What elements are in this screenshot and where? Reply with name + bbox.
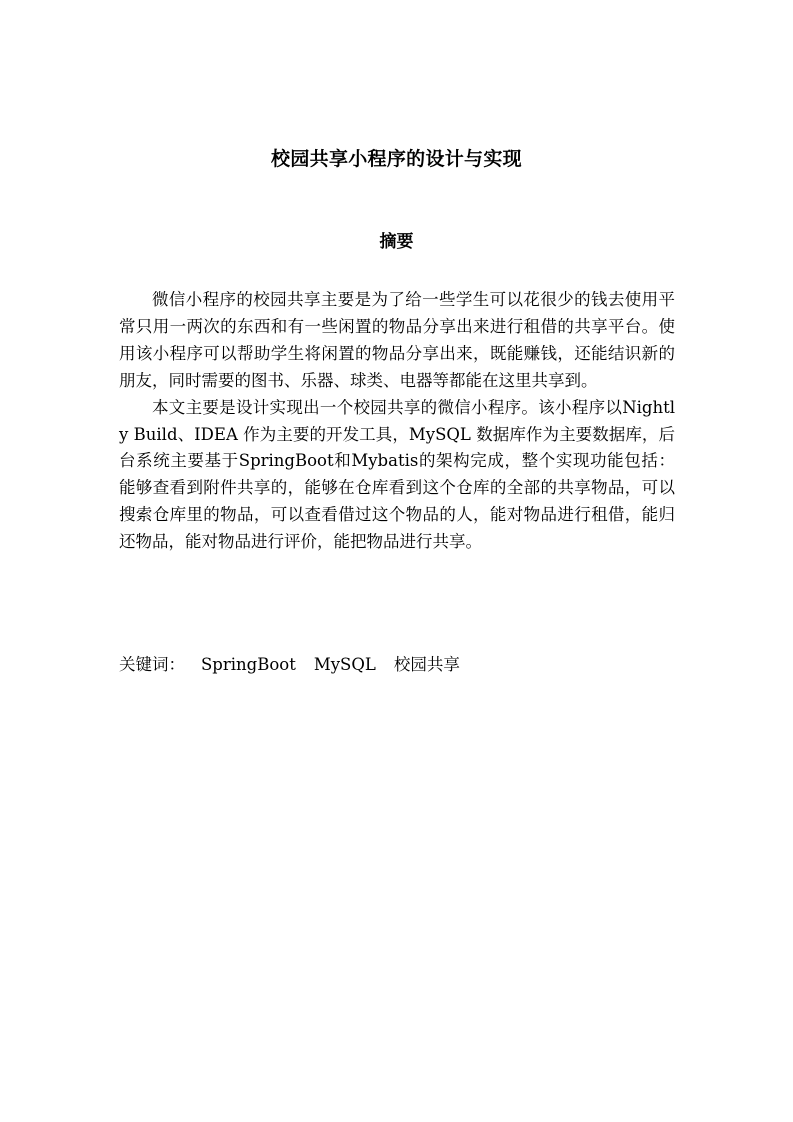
abstract-paragraph: 本文主要是设计实现出一个校园共享的微信小程序。该小程序以Nightly Build、IDEA 作为主要的开发工具，MySQL 数据库作为主要数据库，后台系统主要基于SpringBoot和Mybatis的架构完成，整个实现功能包括：能够查看到附件共享的，能够在仓库看到这个仓库的全部的共享物品，可以搜索仓库里的物品，可以查看借过这个物品的人，能对物品进行租借，能归还物品，能对物品进行评价，能把物品进行共享。 (119, 397, 675, 552)
keyword-item: MySQL (313, 655, 376, 674)
keywords-list (201, 652, 478, 678)
document-title: 校园共享小程序的设计与实现 (271, 148, 522, 170)
keywords-line (119, 652, 478, 678)
keyword-item: 校园共享 (393, 655, 460, 674)
abstract-body (119, 287, 675, 556)
keywords-label: 关键词： (119, 655, 185, 674)
abstract-heading: 摘要 (379, 232, 414, 252)
keyword-item: SpringBoot (201, 655, 296, 674)
abstract-paragraph: 微信小程序的校园共享主要是为了给一些学生可以花很少的钱去使用平常只用一两次的东西和有一些闲置的物品分享出来进行租借的共享平台。使用该小程序可以帮助学生将闲置的物品分享出来，既能赚钱，还能结识新的朋友，同时需要的图书、乐器、球类、电器等都能在这里共享到。 (119, 290, 675, 390)
